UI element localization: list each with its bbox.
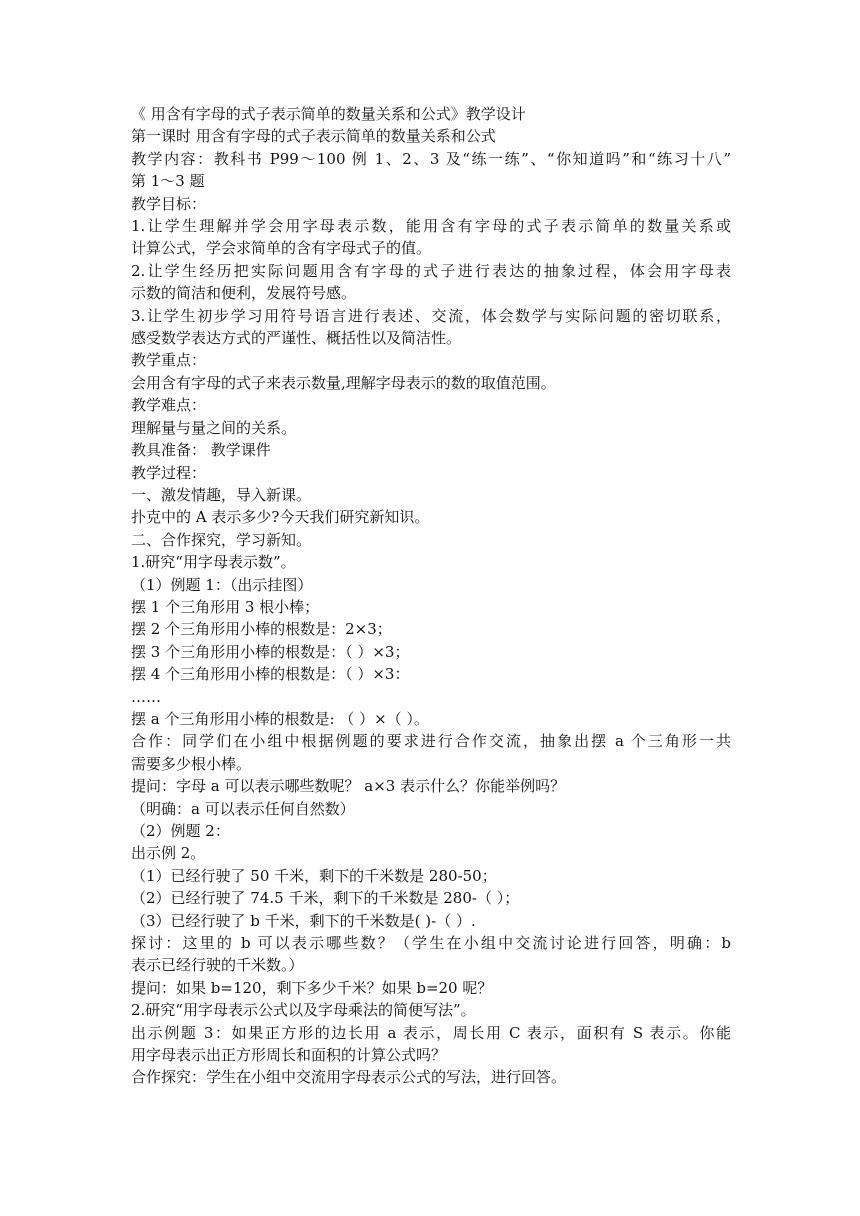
step-2-heading: 二、合作探究，学习新知。 — [131, 530, 312, 549]
study-2-heading: 2.研究“用字母表示公式以及字母乘法的简便写法”。 — [131, 1001, 476, 1020]
ellipsis: …… — [131, 687, 161, 706]
example-1-line-4: 摆 4 个三角形用小棒的根数是：（ ）×3： — [131, 665, 410, 684]
question-1: 提问：字母 a 可以表示哪些数呢？ a×3 表示什么？你能举例吗？ — [131, 777, 566, 796]
cooperation-line-1: 合作：同学们在小组中根据例题的要求进行合作交流，抽象出摆 a 个三角形一共 — [131, 732, 731, 751]
goal-1-line-2: 计算公式，学会求简单的含有字母式子的值。 — [131, 239, 432, 258]
example-2-item-3: （3）已经行驶了 b 千米，剩下的千米数是( )-（ ）. — [131, 911, 476, 930]
teaching-content-line-1: 教学内容：教科书 P99～100 例 1、2、3 及“练一练”、“你知道吗”和“练习十八” — [131, 149, 731, 168]
cooperation-line-2: 需要多少根小棒。 — [131, 754, 252, 773]
document-page — [131, 103, 731, 1089]
example-1-line-3: 摆 3 个三角形用小棒的根数是：（ ）×3； — [131, 642, 410, 661]
study-1-heading: 1.研究“用字母表示数”。 — [131, 553, 296, 572]
step-1-heading: 一、激发情趣，导入新课。 — [131, 485, 312, 504]
example-2-item-2: （2）已经行驶了 74.5 千米，剩下的千米数是 280-（ ）； — [131, 889, 520, 908]
difficulties-text: 理解量与量之间的关系。 — [131, 418, 297, 437]
example-1-line-2: 摆 2 个三角形用小棒的根数是：2×3； — [131, 620, 392, 639]
show-example-2: 出示例 2。 — [131, 844, 206, 863]
goal-2-line-2: 示数的简洁和便利，发展符号感。 — [131, 284, 357, 303]
goal-2-line-1: 2.让学生经历把实际问题用含有字母的式子进行表达的抽象过程，体会用字母表 — [131, 261, 731, 280]
example-2-item-1: （1）已经行驶了 50 千米，剩下的千米数是 280-50； — [131, 866, 497, 885]
step-1-text: 扑克中的 A 表示多少?今天我们研究新知识。 — [131, 508, 430, 527]
document-title: 《 用含有字母的式子表示简单的数量关系和公式》教学设计 — [131, 105, 526, 123]
example-1-line-1: 摆 1 个三角形用 3 根小棒； — [131, 597, 320, 616]
lesson-heading: 第一课时 用含有字母的式子表示简单的数量关系和公式 — [131, 127, 496, 146]
clarification-1: （明确：a 可以表示任何自然数） — [131, 799, 355, 818]
section-heading-difficulties: 教学难点： — [131, 396, 207, 415]
section-heading-goals: 教学目标： — [131, 194, 207, 213]
goal-3-line-1: 3.让学生初步学习用符号语言进行表述、交流，体会数学与实际问题的密切联系， — [131, 306, 731, 325]
section-heading-process: 教学过程： — [131, 463, 207, 482]
goal-3-line-2: 感受数学表达方式的严谨性、概括性以及简洁性。 — [131, 329, 462, 348]
key-points-text: 会用含有字母的式子来表示数量,理解字母表示的数的取值范围。 — [131, 373, 556, 392]
teaching-aids: 教具准备： 教学课件 — [131, 441, 271, 460]
example-3-line-1: 出示例题 3：如果正方形的边长用 a 表示，周长用 C 表示，面积有 S 表示。你能 — [131, 1023, 731, 1042]
example-3-line-2: 用字母表示出正方形周长和面积的计算公式吗？ — [131, 1046, 447, 1065]
section-heading-key-points: 教学重点： — [131, 351, 207, 370]
teaching-content-line-2: 第 1～3 题 — [131, 172, 205, 191]
goal-1-line-1: 1.让学生理解并学会用字母表示数，能用含有字母的式子表示简单的数量关系或 — [131, 217, 731, 236]
question-2: 提问：如果 b=120，剩下多少千米？如果 b=20 呢？ — [131, 978, 493, 997]
example-1-line-a: 摆 a 个三角形用小棒的根数是: （ ）×（ ）。 — [131, 709, 429, 728]
discussion-line-1: 探讨：这里的 b 可以表示哪些数？（学生在小组中交流讨论进行回答，明确：b — [131, 934, 731, 953]
example-2-heading: （2）例题 2： — [131, 822, 230, 840]
example-1-heading: （1）例题 1：（出示挂图） — [131, 575, 313, 594]
cooperative-inquiry: 合作探究：学生在小组中交流用字母表示公式的写法，进行回答。 — [131, 1068, 567, 1087]
discussion-line-2: 表示已经行驶的千米数。） — [131, 956, 304, 975]
